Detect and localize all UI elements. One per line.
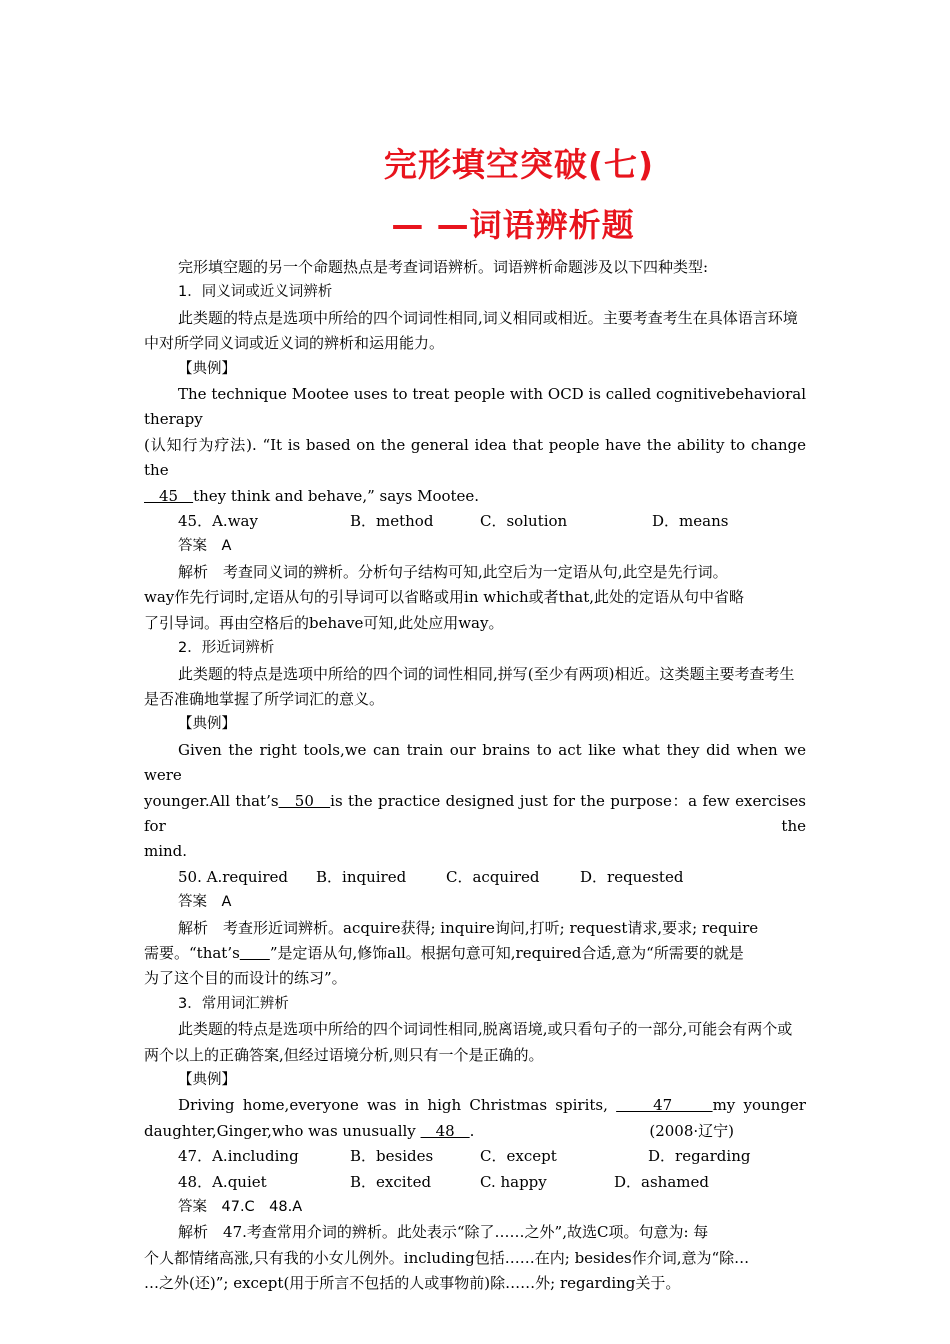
section1-example-line: 45 they think and behave,” says Mootee. [144, 486, 480, 505]
section2-analysis-line: 为了这个目的而设计的练习”。 [144, 969, 347, 988]
section3-analysis-line: …之外(还)”; except(用于所言不包括的人或事物前)除……外; regarding关于。 [144, 1274, 681, 1293]
blank-48: 48 [420, 1121, 470, 1140]
section2-example-line: mind. [144, 842, 188, 861]
option-b: B．besides [350, 1147, 434, 1166]
section2-analysis: 解析 考查形近词辨析。acquire获得; inquire询问,打听; request请求,要求; require [178, 918, 759, 937]
option-c: C. happy [480, 1172, 547, 1191]
section2-example-label: 【典例】 [178, 716, 236, 733]
document-body [144, 255, 806, 1297]
section2-options [144, 865, 806, 890]
blank-45: 45 [144, 486, 194, 505]
section3-example-line: daughter,Ginger,who was unusually 48 . (2008·辽宁) [144, 1119, 806, 1144]
option-a: 48．A.quiet [178, 1172, 267, 1191]
section2-example-line: younger.All that’s 50 is the practice designed just for the purpose：a few exercises for the [144, 791, 806, 835]
section2-description: 此类题的特点是选项中所给的四个词的词性相同,拼写(至少有两项)相近。这类题主要考查考生是否准确地掌握了所学词汇的意义。 [144, 664, 795, 708]
option-c: C．except [480, 1147, 557, 1166]
section3-analysis-line: 个人都情绪高涨,只有我的小女儿例外。including包括……在内; besides作介词,意为“除… [144, 1248, 750, 1267]
option-b: B．inquired [316, 867, 407, 886]
section1-heading: 1．同义词或近义词辨析 [178, 284, 333, 301]
section3-options-47 [144, 1144, 806, 1169]
option-b: B．method [350, 512, 434, 531]
section1-example-line: (认知行为疗法). “It is based on the general idea that people have the ability to change the [144, 435, 806, 480]
option-c: C．acquired [446, 867, 540, 886]
option-d: D．means [652, 512, 729, 531]
option-a: 47．A.including [178, 1147, 299, 1166]
option-a: 45．A.way [178, 512, 258, 531]
section3-answer: 答案 47.C 48.A [178, 1199, 303, 1216]
section1-analysis: 解析 考查同义词的辨析。分析句子结构可知,此空后为一定语从句,此空是先行词。 [178, 562, 728, 581]
option-a: 50. A.required [178, 867, 288, 886]
section3-options-48 [144, 1170, 806, 1195]
section2-example-line: Given the right tools,we can train our brains to act like what they did when we were [144, 740, 806, 785]
section1-options [144, 509, 806, 534]
section3-example-line: Driving home,everyone was in high Christmas spirits, 47 my younger [178, 1096, 806, 1115]
sub-title: — —词语辨析题 [391, 206, 635, 244]
source-note: (2008·辽宁) [649, 1121, 734, 1140]
intro-paragraph: 完形填空题的另一个命题热点是考查词语辨析。词语辨析命题涉及以下四种类型: [178, 258, 709, 276]
section3-heading: 3．常用词汇辨析 [178, 995, 289, 1012]
section1-answer: 答案 A [178, 538, 232, 555]
section1-analysis-line: 了引导词。再由空格后的behave可知,此处应用way。 [144, 613, 504, 632]
section2-answer: 答案 A [178, 894, 232, 911]
blank-47: 47 [616, 1096, 713, 1115]
section3-analysis: 解析 47.考查常用介词的辨析。此处表示“除了……之外”,故选C项。句意为: 每 [178, 1223, 709, 1242]
blank [240, 944, 270, 962]
section2-analysis-line: 需要。“that’s ”是定语从句,修饰all。根据句意可知,required合适,意为“所需要的就是 [144, 943, 744, 962]
section1-example-line: The technique Mootee uses to treat people with OCD is called cognitivebehavioral therapy [144, 385, 806, 429]
blank-50: 50 [278, 791, 331, 810]
section3-description: 此类题的特点是选项中所给的四个词词性相同,脱离语境,或只看句子的一部分,可能会有两个或两个以上的正确答案,但经过语境分析,则只有一个是正确的。 [144, 1020, 793, 1064]
section1-analysis-line: way作先行词时,定语从句的引导词可以省略或用in which或者that,此处的定语从句中省略 [144, 588, 745, 607]
section1-description: 此类题的特点是选项中所给的四个词词性相同,词义相同或相近。主要考查考生在具体语言环境中对所学同义词或近义词的辨析和运用能力。 [144, 308, 798, 353]
option-c: C．solution [480, 512, 568, 531]
section3-example-label: 【典例】 [178, 1072, 236, 1088]
main-title: 完形填空突破(七) [383, 145, 655, 184]
option-d: D．regarding [648, 1147, 751, 1166]
option-d: D．ashamed [614, 1172, 709, 1191]
option-d: D．requested [580, 867, 684, 886]
section2-heading: 2．形近词辨析 [178, 640, 275, 657]
section1-example-label: 【典例】 [178, 360, 236, 377]
option-b: B．excited [350, 1172, 432, 1191]
